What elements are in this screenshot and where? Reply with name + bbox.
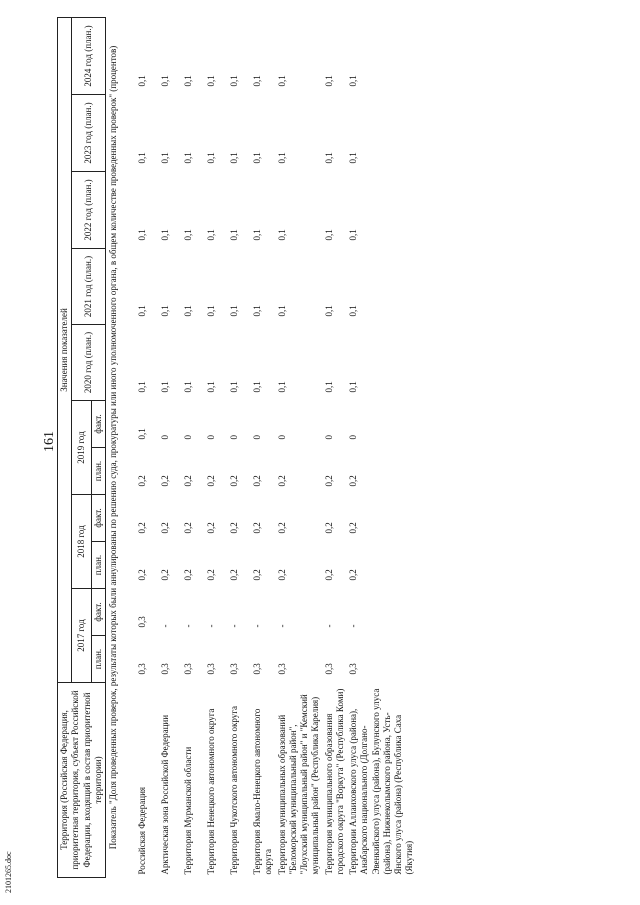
value-cell: 0,1 (252, 75, 262, 87)
year-header-2023: 2023 год (план.) (72, 95, 106, 172)
value-cell: 0,2 (323, 475, 334, 487)
value-cell: 0,1 (137, 305, 147, 317)
value-cell: 0,3 (348, 663, 358, 675)
value-cell: - (229, 624, 239, 628)
document-code: 2101265.doc (4, 851, 13, 893)
value-cell: 0,3 (323, 663, 334, 675)
value-cell: 0,2 (323, 569, 334, 581)
value-cell: - (276, 624, 287, 628)
page-number: 161 (42, 431, 57, 452)
value-cell: 0,1 (276, 305, 287, 317)
value-cell: 0,2 (137, 475, 147, 487)
value-cell: 0,2 (252, 475, 262, 487)
value-cell: 0,1 (276, 381, 287, 393)
value-cell: 0 (183, 435, 193, 440)
value-cell: 0,1 (323, 305, 334, 317)
value-cell: 0,1 (160, 305, 170, 317)
plan-subheader: план. (91, 542, 105, 589)
table-sheet (57, 18, 622, 878)
value-cell: - (252, 624, 262, 628)
value-cell: 0,3 (137, 616, 147, 628)
value-cell: 0,3 (183, 663, 193, 675)
value-cell: 0,1 (206, 152, 216, 164)
value-cell: 0,1 (183, 305, 193, 317)
value-cell: 0,1 (206, 75, 216, 87)
value-cell: 0,2 (183, 475, 193, 487)
value-cell: 0,1 (160, 75, 170, 87)
value-cell: 0,2 (206, 522, 216, 534)
territory-cell: Территория Чукотского автономного округа (229, 706, 239, 875)
value-cell: - (183, 624, 193, 628)
value-cell: 0 (252, 435, 262, 440)
value-cell: 0 (348, 435, 358, 440)
year-header-2024: 2024 год (план.) (72, 17, 106, 94)
value-cell: 0 (160, 435, 170, 440)
value-cell: 0,1 (206, 305, 216, 317)
year-header-2020: 2020 год (план.) (72, 325, 106, 401)
value-cell: 0,1 (252, 152, 262, 164)
table-row (205, 17, 228, 877)
value-cell: 0,3 (160, 663, 170, 675)
value-cell: 0,1 (183, 229, 193, 241)
value-cell: 0,3 (252, 663, 262, 675)
value-cell: 0,2 (137, 569, 147, 581)
value-cell: 0,1 (252, 229, 262, 241)
table-row (251, 17, 276, 877)
value-cell: 0,2 (137, 522, 147, 534)
value-cell: 0,1 (252, 305, 262, 317)
value-cell: - (348, 624, 358, 628)
value-cell: 0,3 (206, 663, 216, 675)
value-cell: - (206, 624, 216, 628)
table-row (323, 17, 348, 877)
value-cell: 0,1 (183, 152, 193, 164)
value-cell: 0 (276, 435, 287, 440)
value-cell: 0,1 (229, 75, 239, 87)
value-cell: 0 (229, 435, 239, 440)
table-row (347, 17, 417, 877)
value-cell: 0,1 (229, 229, 239, 241)
value-cell: 0,2 (348, 475, 358, 487)
table-row (228, 17, 251, 877)
value-cell: 0,1 (276, 75, 287, 87)
value-cell: 0,1 (276, 229, 287, 241)
value-cell: 0,2 (323, 522, 334, 534)
value-cell: 0,1 (229, 305, 239, 317)
value-cell: 0,1 (137, 381, 147, 393)
table-body (106, 17, 417, 877)
value-cell: 0,1 (137, 229, 147, 241)
table-row (136, 17, 159, 877)
value-cell: 0,2 (160, 569, 170, 581)
year-header-2021: 2021 год (план.) (72, 249, 106, 325)
value-cell: 0,2 (276, 522, 287, 534)
value-cell: 0,1 (137, 152, 147, 164)
value-cell: 0,1 (323, 381, 334, 393)
value-cell: 0,2 (229, 522, 239, 534)
value-cell: 0,1 (276, 152, 287, 164)
value-cell: 0,3 (137, 663, 147, 675)
value-cell: 0,1 (323, 152, 334, 164)
value-cell: 0 (206, 435, 216, 440)
value-cell: 0,2 (252, 522, 262, 534)
value-cell: 0,3 (276, 663, 287, 675)
plan-subheader: план. (91, 448, 105, 495)
table-row (276, 17, 323, 877)
value-cell: 0,2 (206, 475, 216, 487)
territory-column-header: Территория (Российская Федерация, приоритетная территория, субъект Российской Федерации, входящий в состав приоритетной территории) (58, 683, 106, 878)
value-cell: 0,1 (252, 381, 262, 393)
value-cell: 0,2 (252, 569, 262, 581)
indicator-row (106, 17, 137, 877)
value-cell: 0,1 (160, 152, 170, 164)
year-header-2017: 2017 год (72, 589, 92, 683)
value-cell: 0,1 (229, 152, 239, 164)
value-cell: 0,1 (160, 381, 170, 393)
value-cell: 0,1 (323, 75, 334, 87)
value-cell: 0,1 (183, 381, 193, 393)
value-cell: 0,2 (229, 569, 239, 581)
value-cell: 0 (323, 435, 334, 440)
fact-subheader: факт. (91, 401, 105, 448)
territory-cell: Территория муниципальных образований "Беломорский муниципальный район", "Лоухский муниципальный район" и "Кемский муниципальный район" (Республика Карелия) (276, 694, 321, 875)
value-cell: 0,1 (348, 381, 358, 393)
value-cell: 0,1 (137, 428, 147, 440)
fact-subheader: факт. (91, 495, 105, 542)
territory-cell: Территории Аллаиховского улуса (района), Анабарского национального (Долгано-Эвенкийского) улуса (района), Булунского улуса (района), Нижнеколымского района, Усть-Янского улуса (района) (Республика Саха (Якутия) (348, 688, 415, 875)
indicator-caption: Показатель "Доля проведенных проверок, результаты которых были аннулированы по решению суда, прокуратуры или иного уполномоченного органа, в общем количестве проведенных проверок" (процентов) (108, 45, 118, 850)
value-cell: 0,1 (229, 381, 239, 393)
year-header-2018: 2018 год (72, 495, 92, 589)
value-cell: 0,1 (348, 305, 358, 317)
indicator-table (57, 17, 417, 878)
value-cell: 0,1 (183, 75, 193, 87)
value-cell: 0,2 (276, 569, 287, 581)
value-cell: 0,2 (160, 522, 170, 534)
value-cell: 0,2 (183, 522, 193, 534)
value-cell: 0,1 (137, 75, 147, 87)
value-cell: 0,2 (276, 475, 287, 487)
value-cell: - (160, 624, 170, 628)
values-group-header: Значения показателей (58, 17, 72, 682)
year-header-2022: 2022 год (план.) (72, 172, 106, 249)
table-row (182, 17, 205, 877)
territory-cell: Российская Федерация (137, 786, 147, 875)
plan-subheader: план. (91, 636, 105, 683)
fact-subheader: факт. (91, 589, 105, 636)
value-cell: 0,1 (206, 381, 216, 393)
value-cell: 0,2 (206, 569, 216, 581)
value-cell: - (323, 624, 334, 628)
value-cell: 0,1 (348, 152, 358, 164)
value-cell: 0,2 (348, 569, 358, 581)
territory-cell: Территория Ненецкого автономного округа (206, 708, 216, 875)
value-cell: 0,1 (160, 229, 170, 241)
value-cell: 0,3 (229, 663, 239, 675)
value-cell: 0,2 (183, 569, 193, 581)
value-cell: 0,2 (229, 475, 239, 487)
territory-cell: Арктическая зона Российской Федерации (160, 714, 170, 875)
value-cell: 0,1 (323, 229, 334, 241)
value-cell: 0,2 (348, 522, 358, 534)
value-cell: 0,2 (160, 475, 170, 487)
table-row (159, 17, 182, 877)
territory-cell: Территория муниципального образования городского округа "Воркута" (Республика Коми) (323, 688, 345, 875)
value-cell: 0,1 (348, 75, 358, 87)
value-cell: 0,1 (348, 229, 358, 241)
territory-cell: Территория Ямало-Ненецкого автономного округа (252, 708, 274, 875)
year-header-2019: 2019 год (72, 401, 92, 495)
territory-cell: Территория Мурманской области (183, 746, 193, 875)
value-cell: 0,1 (206, 229, 216, 241)
